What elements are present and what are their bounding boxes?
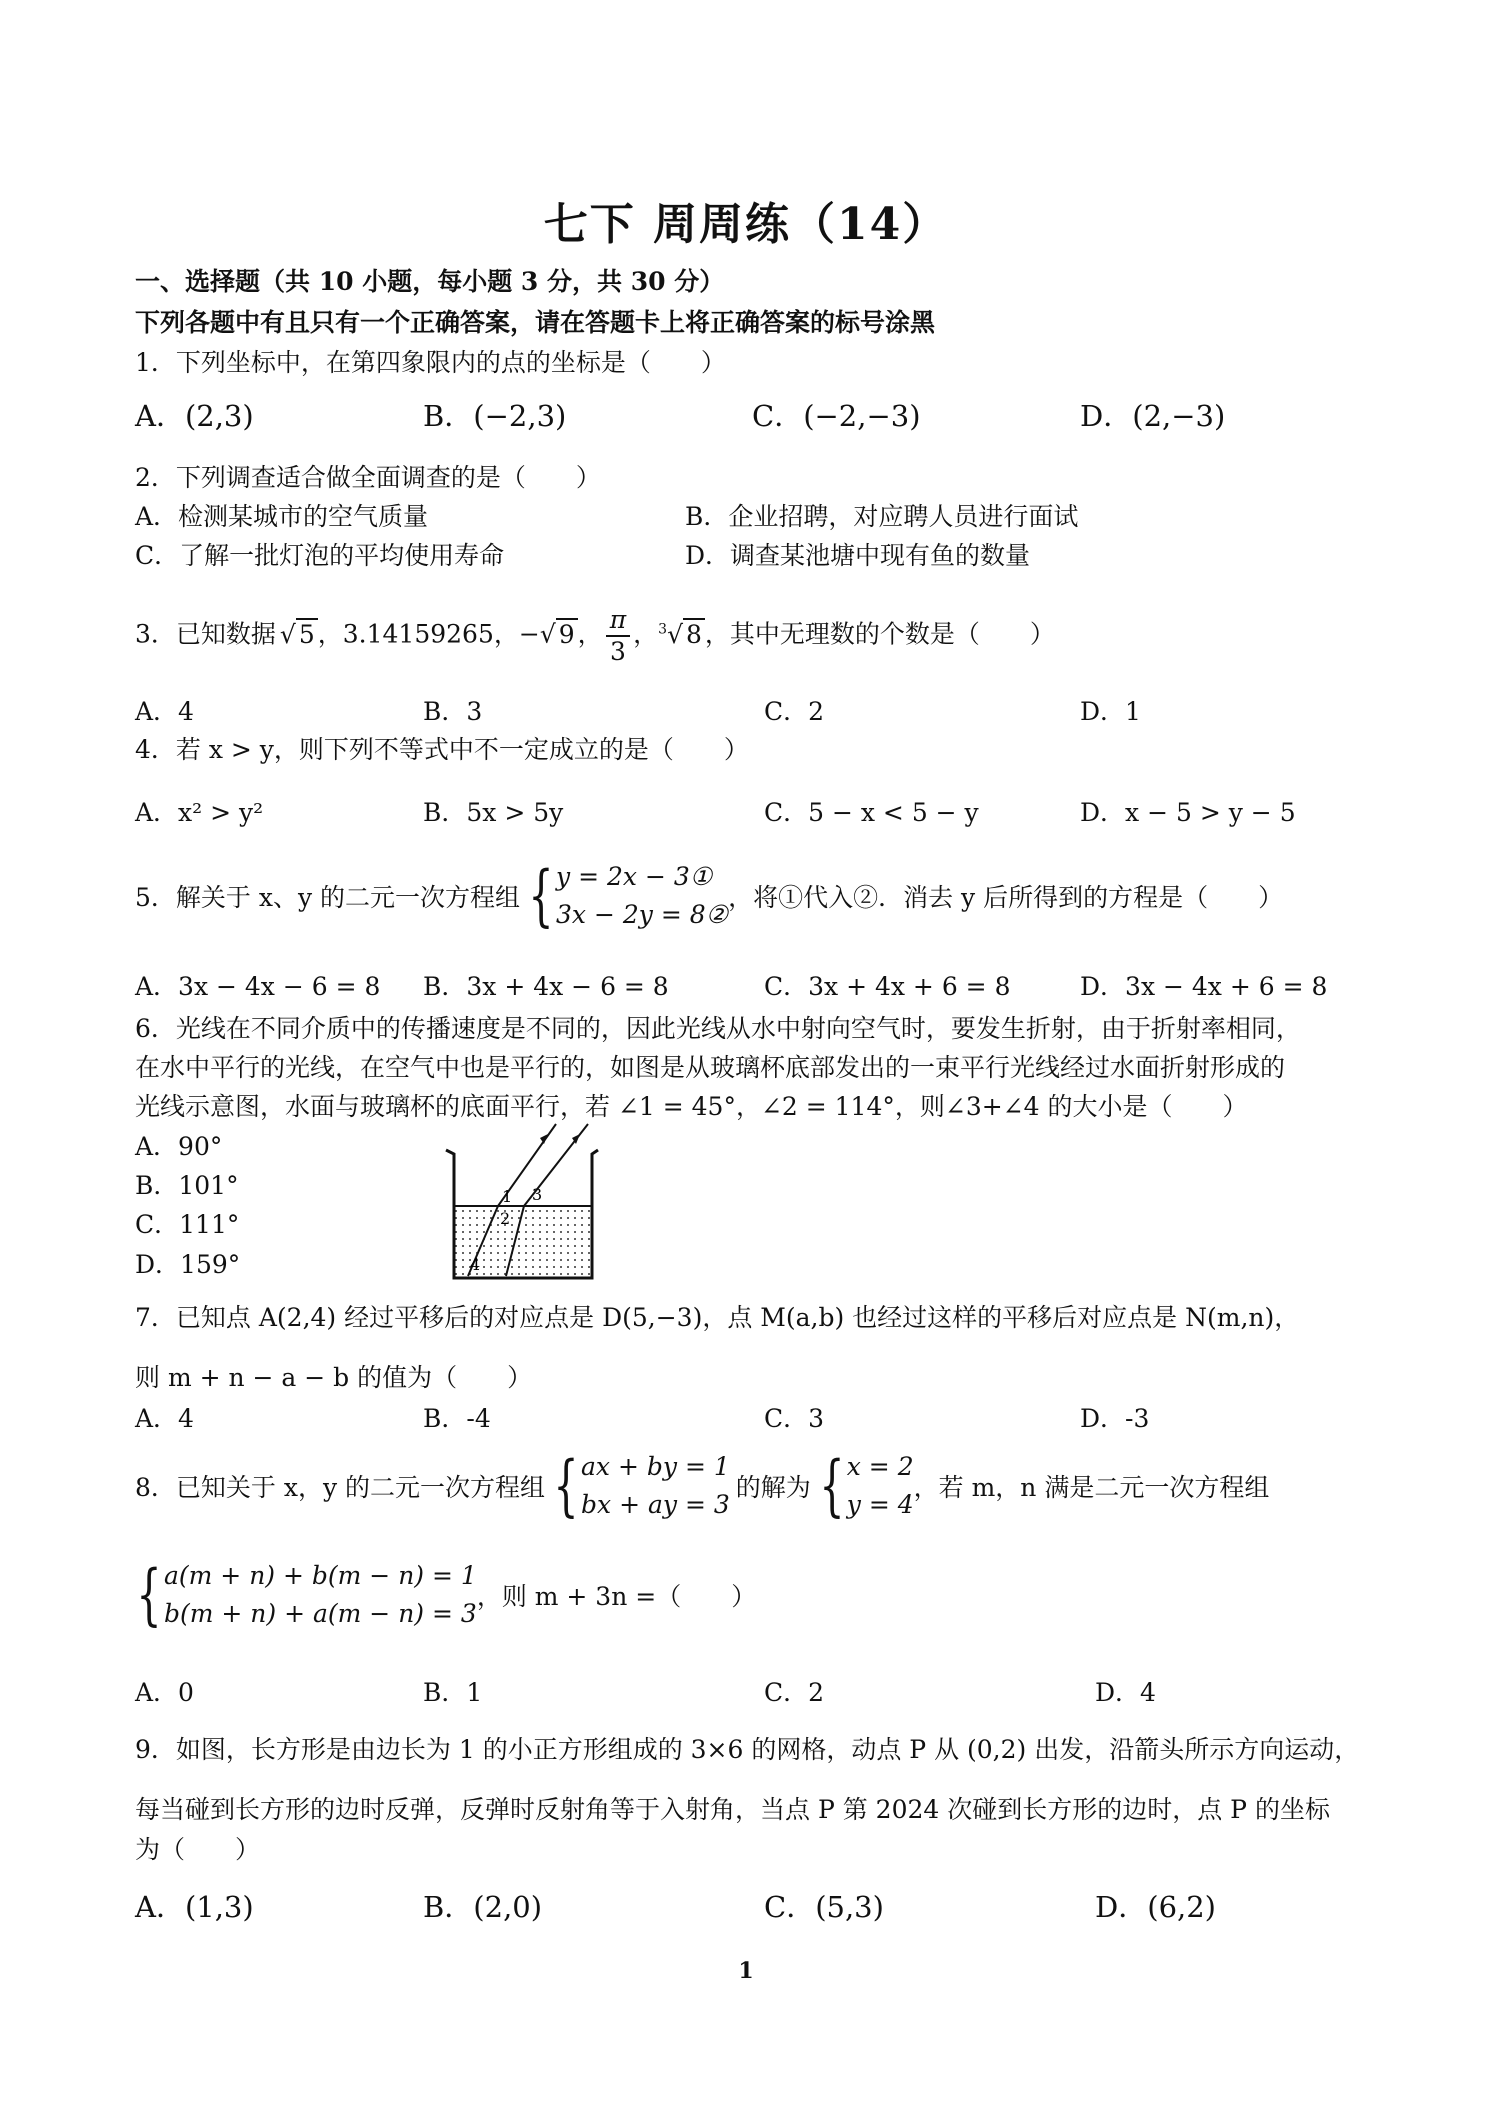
sqrt5-radicand: 5 <box>296 618 318 649</box>
page-title: 七下 周周练（14） <box>543 199 949 250</box>
q7-line-1: 7．已知点 A(2,4) 经过平移后的对应点是 D(5,−3)，点 M(a,b) 也经过这样的平移后对应点是 N(m,n)， <box>135 1303 1300 1332</box>
q2-option-a: A．检测某城市的空气质量 <box>135 502 429 531</box>
q9-option-a: A．(1,3) <box>135 1890 254 1924</box>
q6-line-2: 在水中平行的光线，在空气中也是平行的，如图是从玻璃杯底部发出的一束平行光线经过水面折射形成的 <box>135 1053 1286 1082</box>
q2-option-c: C．了解一批灯泡的平均使用寿命 <box>135 541 505 570</box>
q8-eq3: a(m + n) + b(m − n) = 1 <box>164 1561 477 1590</box>
q7-option-a: A．4 <box>135 1404 194 1433</box>
q8-brace-1: { <box>553 1447 579 1524</box>
q3-option-d: D．1 <box>1080 697 1141 726</box>
q2-option-b: B．企业招聘，对应聘人员进行面试 <box>685 502 1079 531</box>
q6-option-c: C．111° <box>135 1210 240 1239</box>
q9-line-1: 9．如图，长方形是由边长为 1 的小正方形组成的 3×6 的网格，动点 P 从 (0,2) 出发，沿箭头所示方向运动， <box>135 1735 1360 1764</box>
q8-brace-3: { <box>136 1556 162 1633</box>
q5-system <box>556 858 728 934</box>
q8-stem-start: 8．已知关于 x，y 的二元一次方程组 <box>135 1473 546 1502</box>
q5-eq2: 3x − 2y = 8② <box>556 900 729 929</box>
q2-stem: 2．下列调查适合做全面调查的是（ ） <box>135 463 601 492</box>
q8-stem-line-1 <box>135 1448 1269 1524</box>
q5-stem-start: 5．解关于 x、y 的二元一次方程组 <box>135 883 521 912</box>
sqrt9-expr: √ 9 <box>540 618 578 649</box>
angle-label-3: 3 <box>532 1185 543 1204</box>
q6-option-d: D．159° <box>135 1250 241 1279</box>
q4-option-a: A．x² > y² <box>135 798 264 827</box>
q3-option-a: A．4 <box>135 697 194 726</box>
ray-arrow-left <box>540 1134 548 1144</box>
pi-over-3-fraction <box>606 605 630 667</box>
q5-option-c: C．3x + 4x + 6 = 8 <box>764 972 1011 1001</box>
q8-system-2 <box>164 1557 477 1633</box>
q3-decimal: 3.14159265 <box>342 619 494 649</box>
q5-eq1: y = 2x − 3① <box>556 862 713 891</box>
cbrt8-radicand: 8 <box>683 618 705 649</box>
cbrt8-expr: $^3$√ 8 <box>658 620 705 649</box>
q8-option-a: A．0 <box>135 1678 194 1707</box>
q3-stem: 3．已知数据 √ 5 ，3.14159265，−√ 9 ， $\frac{\pi}{3}$ ，$^3$√ 8 ，其中无理数的个数是（ ） <box>135 605 1055 666</box>
q7-option-c: C．3 <box>764 1404 825 1433</box>
q3-option-c: C．2 <box>764 697 825 726</box>
cbrt-index: 3 <box>658 621 668 638</box>
sqrt9-radicand: 9 <box>556 618 578 649</box>
q8-sol-x: x = 2 <box>846 1452 914 1481</box>
q4-option-c: C．5 − x < 5 − y <box>764 798 979 827</box>
angle-label-1: 1 <box>502 1187 513 1206</box>
q8-system-1 <box>581 1448 730 1524</box>
q3-stem-end: ，其中无理数的个数是（ ） <box>704 619 1055 649</box>
sqrt5-expr: √ 5 <box>280 620 318 649</box>
q8-eq2: bx + ay = 3 <box>581 1490 730 1519</box>
q1-stem: 1．下列坐标中，在第四象限内的点的坐标是（ ） <box>135 348 726 377</box>
angle-label-2: 2 <box>500 1209 511 1228</box>
q8-sol-y: y = 4 <box>846 1490 914 1519</box>
q6-line-3: 光线示意图，水面与玻璃杯的底面平行，若 ∠1 = 45°，∠2 = 114°，则∠3+∠4 的大小是（ ） <box>135 1092 1248 1121</box>
q5-option-d: D．3x − 4x + 6 = 8 <box>1080 972 1328 1001</box>
q6-option-b: B．101° <box>135 1171 239 1200</box>
q6-option-a: A．90° <box>135 1132 223 1161</box>
q7-option-b: B．-4 <box>423 1404 491 1433</box>
q2-option-d: D．调查某池塘中现有鱼的数量 <box>685 541 1031 570</box>
q9-option-c: C．(5,3) <box>764 1890 884 1924</box>
q3-stem-start: 3．已知数据 <box>135 619 276 649</box>
q8-stem-end: ，若 m，n 满是二元一次方程组 <box>913 1473 1270 1502</box>
q5-brace: { <box>528 857 554 934</box>
q1-option-b: B．(−2,3) <box>423 399 567 433</box>
q1-option-d: D．(2,−3) <box>1080 399 1226 433</box>
q4-stem: 4．若 x > y，则下列不等式中不一定成立的是（ ） <box>135 735 749 764</box>
q8-eq4: b(m + n) + a(m − n) = 3 <box>164 1599 477 1628</box>
angle-label-4: 4 <box>470 1255 481 1274</box>
q8-stem-line-2 <box>128 1557 756 1633</box>
q8-stem-mid: 的解为 <box>735 1473 811 1502</box>
q5-stem <box>135 858 1283 934</box>
fraction-denominator: 3 <box>609 637 626 666</box>
section-instruction: 下列各题中有且只有一个正确答案，请在答题卡上将正确答案的标号涂黑 <box>135 308 936 337</box>
q8-solution <box>847 1448 914 1524</box>
q8-option-c: C．2 <box>764 1678 825 1707</box>
page-number: 1 <box>738 1958 754 1984</box>
q4-option-d: D．x − 5 > y − 5 <box>1080 798 1296 827</box>
fraction-numerator: π <box>606 605 630 637</box>
q8-brace-2: { <box>819 1447 845 1524</box>
q8-eq1: ax + by = 1 <box>581 1452 730 1481</box>
section-heading: 一、选择题（共 10 小题，每小题 3 分，共 30 分） <box>135 267 725 296</box>
q5-option-a: A．3x − 4x − 6 = 8 <box>135 972 381 1001</box>
q3-option-b: B．3 <box>423 697 483 726</box>
q6-glass-figure <box>440 1118 620 1288</box>
q9-line-2: 每当碰到长方形的边时反弹，反弹时反射角等于入射角，当点 P 第 2024 次碰到长方形的边时，点 P 的坐标 <box>135 1795 1330 1824</box>
q5-option-b: B．3x + 4x − 6 = 8 <box>423 972 669 1001</box>
q9-line-3: 为（ ） <box>135 1835 261 1864</box>
q6-line-1: 6．光线在不同介质中的传播速度是不同的，因此光线从水中射向空气时，要发生折射，由于折射率相同， <box>135 1014 1301 1043</box>
q7-line-2: 则 m + n − a − b 的值为（ ） <box>135 1363 533 1392</box>
q9-option-d: D．(6,2) <box>1095 1890 1216 1924</box>
q9-option-b: B．(2,0) <box>423 1890 543 1924</box>
q4-option-b: B．5x > 5y <box>423 798 564 827</box>
q8-option-b: B．1 <box>423 1678 483 1707</box>
q8-option-d: D．4 <box>1095 1678 1156 1707</box>
q1-option-a: A．(2,3) <box>135 399 254 433</box>
q8-question: ，则 m + 3n =（ ） <box>476 1582 757 1611</box>
q7-option-d: D．-3 <box>1080 1404 1150 1433</box>
q1-option-c: C．(−2,−3) <box>752 399 921 433</box>
q5-stem-end: ，将①代入②．消去 y 后所得到的方程是（ ） <box>728 883 1284 912</box>
